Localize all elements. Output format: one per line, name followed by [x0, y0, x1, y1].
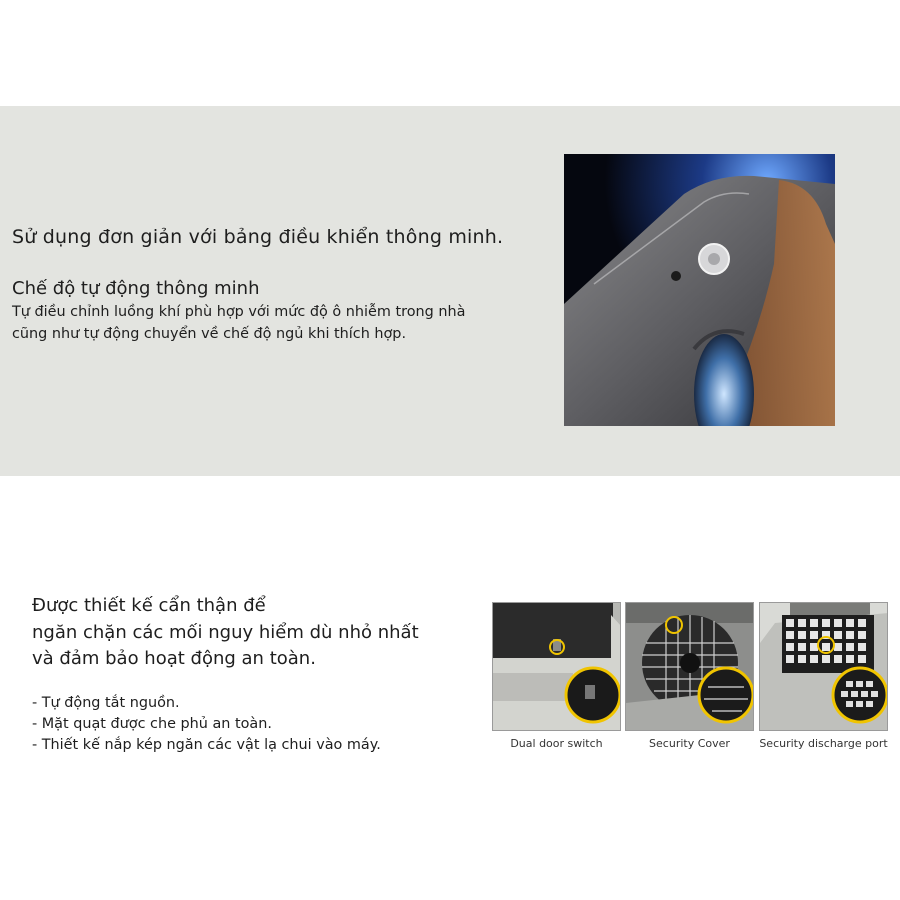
safety-bullet: - Mặt quạt được che phủ an toàn. [32, 716, 272, 732]
control-panel-heading: Sử dụng đơn giản với bảng điều khiển thông minh. [12, 226, 504, 248]
safety-heading-line: và đảm bảo hoạt động an toàn. [32, 648, 316, 669]
caption-dual-door-switch: Dual door switch [510, 737, 603, 750]
safety-heading-line: Được thiết kế cẩn thận để [32, 595, 266, 616]
safety-bullet: - Thiết kế nắp kép ngăn các vật lạ chui vào máy. [32, 737, 381, 753]
caption-security-cover: Security Cover [649, 737, 730, 750]
auto-mode-subheading: Chế độ tự động thông minh [12, 278, 260, 299]
safety-bullet: - Tự động tắt nguồn. [32, 695, 180, 711]
safety-heading [32, 593, 419, 673]
caption-security-discharge-port: Security discharge port [759, 737, 888, 750]
control-panel-photo [564, 154, 835, 426]
dual-door-switch-photo [492, 602, 621, 731]
safety-bullet-list [32, 693, 381, 756]
auto-mode-description [12, 301, 465, 345]
safety-heading-line: ngăn chặn các mối nguy hiểm dù nhỏ nhất [32, 621, 419, 643]
description-line: Tự điều chỉnh luồng khí phù hợp với mức độ ô nhiễm trong nhà [12, 304, 466, 320]
description-line: cũng như tự động chuyển về chế độ ngủ khi thích hợp. [12, 326, 407, 342]
security-cover-photo [625, 602, 754, 731]
security-discharge-port-photo [759, 602, 888, 731]
